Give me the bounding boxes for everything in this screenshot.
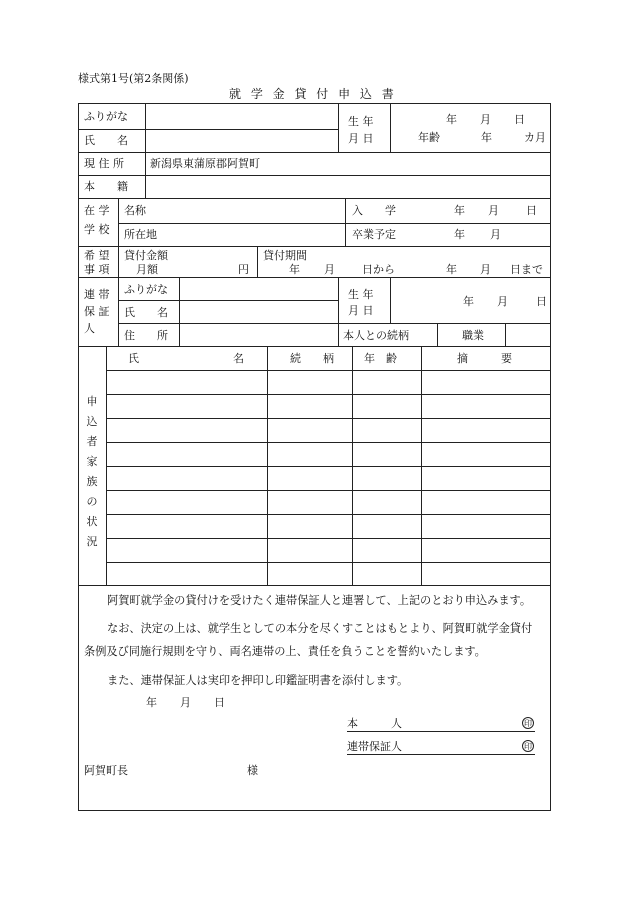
guarantor-furigana-label: ふりがな (124, 283, 168, 296)
period-from-month: 月 (324, 263, 335, 276)
guarantor-birth-year: 年 (463, 295, 474, 308)
self-seal-mark: 印 (524, 719, 532, 728)
request-label-2: 事 項 (84, 263, 110, 276)
guarantor-birth-day: 日 (536, 295, 547, 308)
guarantor-birth-label-2: 月 日 (348, 304, 374, 317)
guarantor-label-1: 連 帯 (84, 288, 110, 301)
guarantor-address-label: 住 所 (124, 329, 168, 342)
applicant-name-field[interactable] (147, 130, 337, 151)
request-label-1: 希 望 (84, 249, 110, 262)
declaration-date-year: 年 (146, 696, 157, 709)
applicant-birth-label-2: 月 日 (348, 132, 374, 145)
applicant-age-month: カ月 (524, 131, 546, 144)
applicant-furigana-label: ふりがな (84, 110, 128, 123)
occupation-field[interactable] (507, 324, 550, 345)
applicant-age-year: 年 (481, 131, 492, 144)
graduation-year: 年 (454, 228, 465, 241)
guarantor-signature-label: 連帯保証人 (347, 740, 402, 753)
self-signature-label: 本 人 (347, 717, 402, 730)
family-col-name-2: 名 (233, 352, 244, 365)
family-col-name-1: 氏 (128, 352, 139, 365)
domicile-field[interactable] (147, 176, 549, 197)
entry-year: 年 (454, 204, 465, 217)
family-side-label: 申 込 者 家 族 の 状 況 (86, 395, 98, 548)
addressee-label: 阿賀町長 (84, 764, 128, 777)
applicant-birth-label-1: 生 年 (348, 115, 374, 128)
addressee-honorific: 様 (247, 764, 258, 777)
current-address-value[interactable]: 新潟県東蒲原郡阿賀町 (150, 157, 260, 170)
declaration-line-4: また、連帯保証人は実印を押印し印鑑証明書を添付します。 (107, 674, 409, 687)
period-from-year: 年 (289, 263, 300, 276)
guarantor-birth-month: 月 (497, 295, 508, 308)
family-col-relation: 続 柄 (290, 352, 334, 365)
period-to-year: 年 (446, 263, 457, 276)
period-from-day: 日から (362, 263, 395, 276)
declaration-line-1: 阿賀町就学金の貸付けを受けたく連帯保証人と連署して、上記のとおり申込みます。 (107, 594, 532, 607)
family-table-body[interactable] (107, 371, 550, 561)
declaration-date-day: 日 (214, 696, 225, 709)
entry-label: 入 学 (352, 204, 396, 217)
graduation-label: 卒業予定 (352, 228, 396, 241)
period-to-month: 月 (480, 263, 491, 276)
guarantor-furigana-field[interactable] (181, 278, 337, 299)
guarantor-birth-label-1: 生 年 (348, 288, 374, 301)
occupation-label: 職業 (462, 329, 484, 342)
school-name-label: 名称 (124, 204, 146, 217)
yen-label: 円 (238, 263, 249, 276)
guarantor-name-field[interactable] (181, 301, 337, 322)
form-title: 就 学 金 貸 付 申 込 書 (229, 87, 397, 101)
domicile-label: 本 籍 (84, 180, 128, 193)
applicant-name-label: 氏 名 (84, 134, 128, 147)
family-col-age: 年 齢 (364, 352, 397, 365)
guarantor-signature-field[interactable] (410, 737, 510, 753)
form-number: 様式第1号(第2条関係) (78, 72, 189, 85)
relation-label: 本人との続柄 (343, 329, 409, 342)
guarantor-label-3: 人 (84, 322, 95, 335)
applicant-birth-month: 月 (480, 113, 491, 126)
current-address-label: 現 住 所 (84, 157, 124, 170)
self-signature-field[interactable] (410, 714, 510, 730)
applicant-birth-year: 年 (446, 113, 457, 126)
guarantor-label-2: 保 証 (84, 305, 110, 318)
applicant-age-label: 年齢 (418, 131, 440, 144)
period-to-day: 日まで (510, 263, 543, 276)
declaration-date-month: 月 (180, 696, 191, 709)
guarantor-address-field[interactable] (181, 324, 337, 345)
declaration-line-2: なお、決定の上は、就学生としての本分を尽くすことはもとより、阿賀町就学金貸付 (107, 622, 533, 635)
guarantor-name-label: 氏 名 (124, 306, 168, 319)
monthly-label: 月額 (136, 263, 158, 276)
applicant-birth-day: 日 (514, 113, 525, 126)
declaration-line-3: 条例及び同施行規則を守り、両名連帯の上、責任を負うことを誓約いたします。 (84, 645, 486, 658)
guarantor-seal-mark: 印 (524, 742, 532, 751)
school-location-label: 所在地 (124, 228, 157, 241)
loan-amount-label: 貸付金額 (124, 249, 168, 262)
loan-period-label: 貸付期間 (263, 249, 307, 262)
family-col-remarks: 摘 要 (457, 352, 512, 365)
graduation-month: 月 (490, 228, 501, 241)
entry-month: 月 (488, 204, 499, 217)
entry-day: 日 (526, 204, 537, 217)
school-label-1: 在 学 (84, 204, 110, 217)
applicant-furigana-field[interactable] (147, 104, 337, 128)
school-label-2: 学 校 (84, 223, 110, 236)
